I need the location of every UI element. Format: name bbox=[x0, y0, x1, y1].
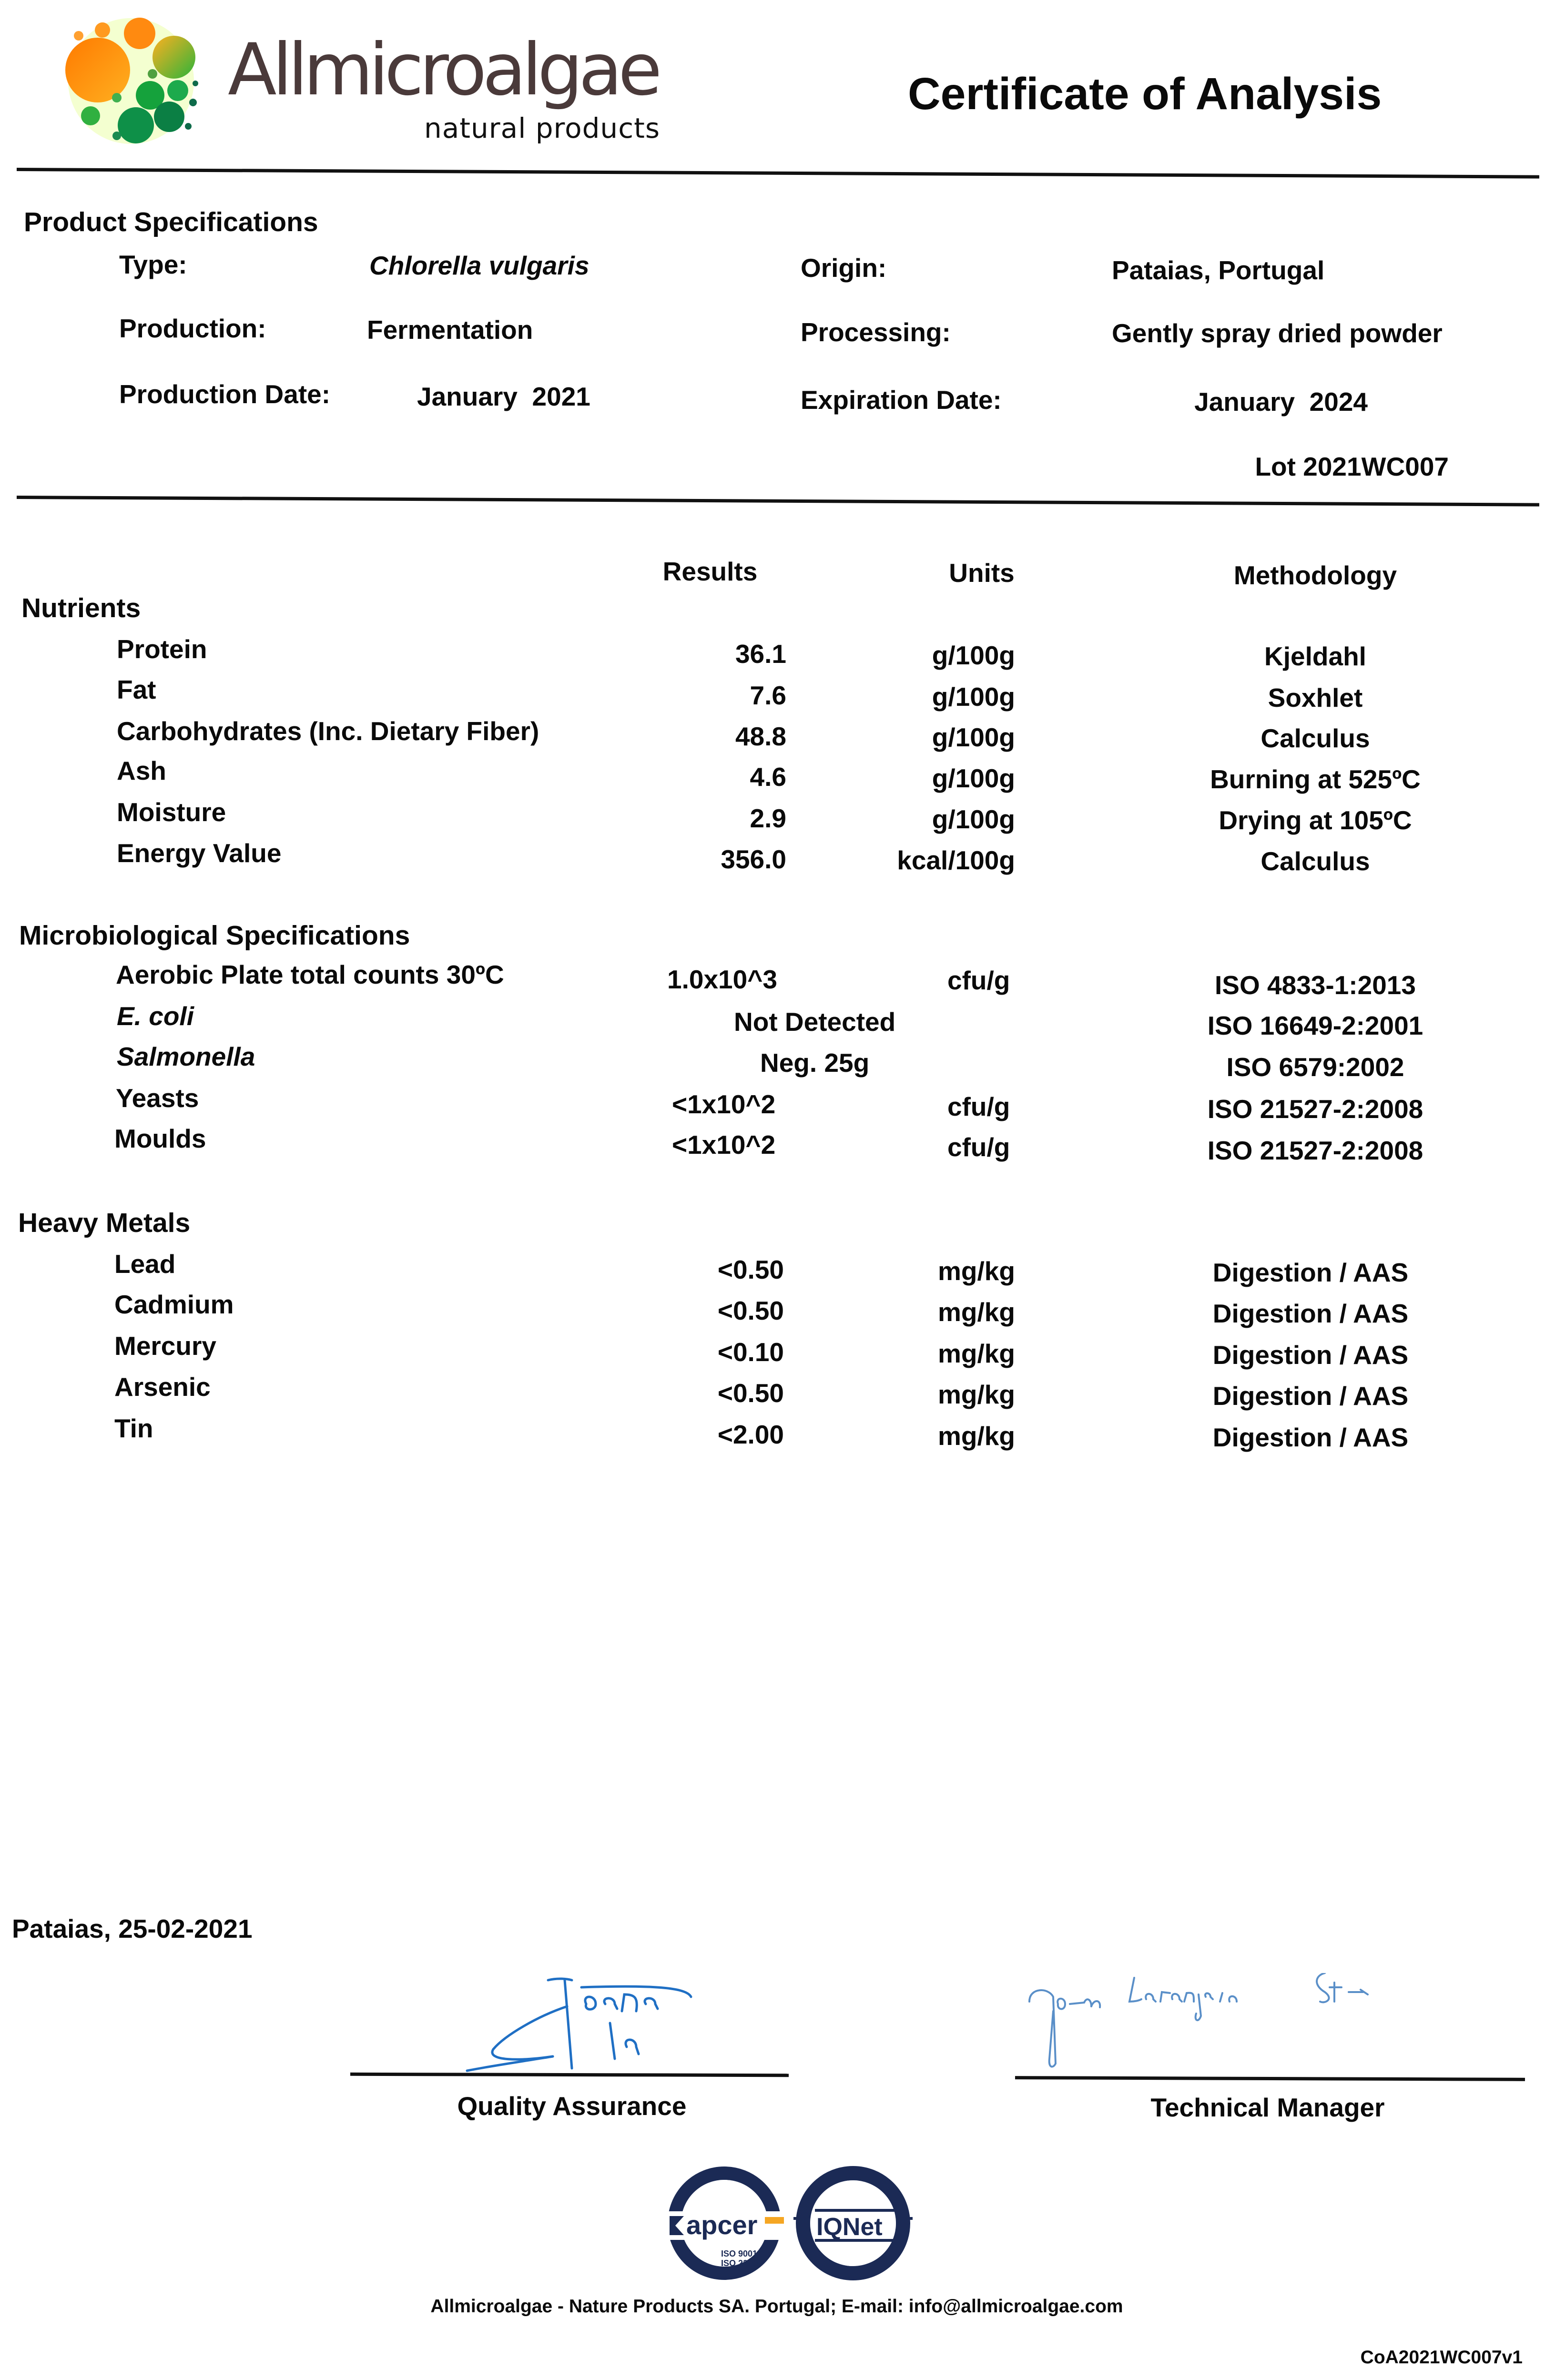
svg-text:apcer: apcer bbox=[686, 2210, 758, 2240]
row-name: Moisture bbox=[117, 797, 226, 827]
units-column-header: Units bbox=[949, 558, 1015, 588]
document-title: Certificate of Analysis bbox=[908, 69, 1382, 119]
row-result: <0.50 bbox=[717, 1296, 784, 1325]
row-unit: cfu/g bbox=[947, 1132, 1010, 1162]
methodology-column-header: Methodology bbox=[1233, 560, 1397, 590]
row-unit: g/100g bbox=[932, 763, 1015, 793]
row-method: ISO 21527-2:2008 bbox=[1207, 1136, 1423, 1165]
results-column-header: Results bbox=[662, 557, 758, 586]
allmicroalgae-logo-icon bbox=[64, 17, 207, 145]
row-unit: kcal/100g bbox=[897, 845, 1015, 875]
row-result: <2.00 bbox=[717, 1420, 784, 1449]
row-name: Mercury bbox=[114, 1331, 216, 1361]
row-result: 36.1 bbox=[735, 639, 786, 669]
row-method: Calculus bbox=[1260, 723, 1370, 753]
row-method: ISO 16649-2:2001 bbox=[1207, 1011, 1423, 1040]
row-unit: g/100g bbox=[932, 682, 1015, 712]
row-method: Digestion / AAS bbox=[1212, 1340, 1409, 1370]
specs-divider bbox=[17, 496, 1539, 507]
row-result: Not Detected bbox=[734, 1007, 896, 1037]
document-code: CoA2021WC007v1 bbox=[1360, 2347, 1523, 2368]
row-name: Yeasts bbox=[116, 1083, 199, 1113]
row-name: Salmonella bbox=[117, 1042, 255, 1071]
row-method: ISO 21527-2:2008 bbox=[1207, 1094, 1423, 1124]
row-result: <0.10 bbox=[717, 1337, 784, 1367]
row-result: 7.6 bbox=[750, 681, 786, 710]
row-method: Digestion / AAS bbox=[1212, 1299, 1409, 1328]
row-unit: cfu/g bbox=[947, 1092, 1010, 1121]
quality-assurance-signature-line bbox=[350, 2073, 789, 2077]
row-method: Digestion / AAS bbox=[1212, 1258, 1409, 1287]
company-contact-line: Allmicroalgae - Nature Products SA. Portugal; E-mail: info@allmicroalgae.com bbox=[430, 2296, 1123, 2317]
expiration-date-label: Expiration Date: bbox=[801, 385, 1002, 415]
row-name: Moulds bbox=[114, 1124, 206, 1153]
technical-manager-signature-icon bbox=[1020, 1973, 1525, 2068]
production-label: Production: bbox=[119, 314, 266, 343]
row-result: Neg. 25g bbox=[760, 1048, 870, 1078]
row-result: <0.50 bbox=[717, 1378, 784, 1408]
row-result: <1x10^2 bbox=[672, 1089, 776, 1119]
origin-value: Pataias, Portugal bbox=[1112, 255, 1325, 285]
processing-value: Gently spray dried powder bbox=[1112, 318, 1443, 348]
heavy-metals-heading: Heavy Metals bbox=[18, 1208, 191, 1238]
row-name: Lead bbox=[114, 1249, 176, 1279]
svg-text:IQNet: IQNet bbox=[816, 2213, 883, 2241]
origin-label: Origin: bbox=[801, 253, 887, 283]
row-unit: g/100g bbox=[932, 804, 1015, 834]
row-result: 48.8 bbox=[735, 722, 786, 751]
type-value: Chlorella vulgaris bbox=[369, 251, 590, 280]
technical-manager-signature-line bbox=[1015, 2076, 1525, 2081]
header-divider bbox=[17, 168, 1539, 179]
row-result: 356.0 bbox=[721, 844, 786, 874]
row-name: Arsenic bbox=[114, 1372, 211, 1402]
row-unit: mg/kg bbox=[938, 1339, 1015, 1368]
row-method: Calculus bbox=[1260, 846, 1370, 876]
row-result: 4.6 bbox=[750, 762, 786, 792]
row-result: <1x10^2 bbox=[672, 1130, 776, 1159]
row-unit: g/100g bbox=[932, 722, 1015, 752]
quality-assurance-signature-icon bbox=[453, 1959, 729, 2083]
row-name: Ash bbox=[117, 756, 166, 785]
row-name: Protein bbox=[117, 634, 207, 664]
row-method: Kjeldahl bbox=[1264, 641, 1366, 671]
row-unit: mg/kg bbox=[938, 1421, 1015, 1451]
row-name: Energy Value bbox=[117, 838, 282, 868]
row-result: 1.0x10^3 bbox=[667, 965, 777, 994]
row-unit: g/100g bbox=[932, 641, 1015, 670]
brand-tagline: natural products bbox=[424, 112, 661, 144]
row-name: Carbohydrates (Inc. Dietary Fiber) bbox=[117, 716, 539, 746]
nutrients-heading: Nutrients bbox=[21, 593, 141, 623]
svg-text:ISO 9001: ISO 9001 bbox=[721, 2249, 758, 2258]
technical-manager-label: Technical Manager bbox=[1150, 2093, 1385, 2122]
row-unit: mg/kg bbox=[938, 1297, 1015, 1327]
row-method: Digestion / AAS bbox=[1212, 1381, 1409, 1411]
iqnet-certification-icon bbox=[793, 2164, 913, 2283]
quality-assurance-label: Quality Assurance bbox=[457, 2091, 687, 2121]
row-method: Drying at 105ºC bbox=[1219, 805, 1412, 835]
row-name: Cadmium bbox=[114, 1290, 234, 1319]
row-method: Soxhlet bbox=[1268, 683, 1363, 712]
type-label: Type: bbox=[119, 250, 187, 279]
svg-text:ISO 22000: ISO 22000 bbox=[721, 2258, 762, 2268]
row-method: Burning at 525ºC bbox=[1210, 764, 1421, 794]
place-and-date: Pataias, 25-02-2021 bbox=[12, 1914, 253, 1943]
row-name: E. coli bbox=[117, 1001, 194, 1031]
production-value: Fermentation bbox=[367, 315, 533, 345]
expiration-date-value: January 2024 bbox=[1194, 387, 1368, 417]
product-specifications-heading: Product Specifications bbox=[24, 207, 318, 237]
row-unit: mg/kg bbox=[938, 1256, 1015, 1286]
row-name: Aerobic Plate total counts 30ºC bbox=[116, 960, 504, 989]
row-result: <0.50 bbox=[717, 1255, 784, 1284]
apcer-certification-icon bbox=[665, 2164, 784, 2283]
production-date-value: January 2021 bbox=[417, 382, 590, 411]
row-method: ISO 4833-1:2013 bbox=[1215, 970, 1416, 1000]
lot-number: Lot 2021WC007 bbox=[1255, 452, 1449, 481]
row-method: Digestion / AAS bbox=[1212, 1423, 1409, 1452]
row-unit: cfu/g bbox=[947, 966, 1010, 995]
row-unit: mg/kg bbox=[938, 1380, 1015, 1409]
processing-label: Processing: bbox=[801, 317, 951, 347]
row-name: Tin bbox=[114, 1414, 153, 1443]
row-name: Fat bbox=[117, 675, 156, 704]
row-result: 2.9 bbox=[750, 804, 786, 833]
production-date-label: Production Date: bbox=[119, 379, 331, 409]
brand-name: Allmicroalgae bbox=[228, 29, 658, 112]
microbiological-heading: Microbiological Specifications bbox=[19, 920, 410, 951]
row-method: ISO 6579:2002 bbox=[1226, 1052, 1404, 1082]
